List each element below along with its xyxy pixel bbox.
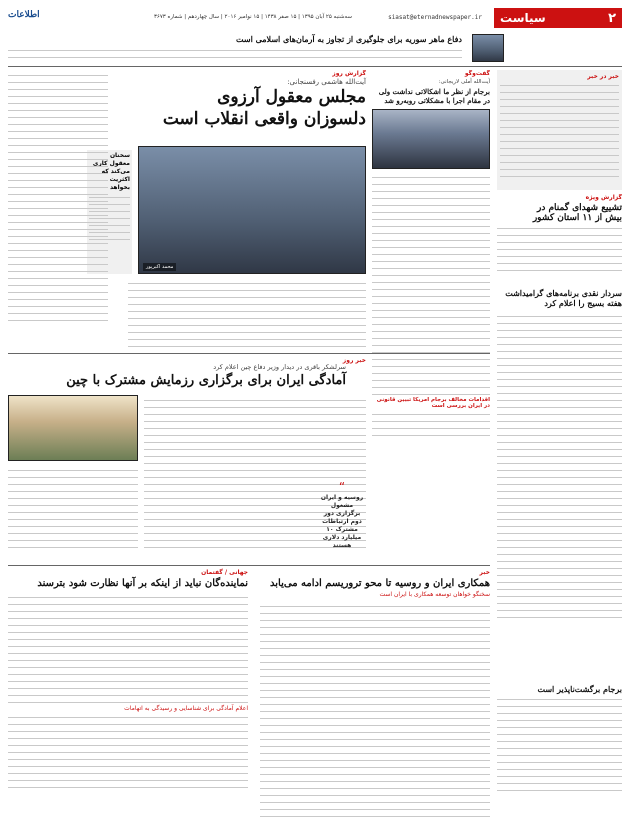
china-tag: خبر روز bbox=[342, 357, 366, 364]
story1-tag: گزارش ویژه bbox=[585, 194, 622, 201]
right-sidebar bbox=[497, 70, 622, 190]
russia-story-sub: سخنگو خواهان توسعه همکاری با ایران است bbox=[379, 591, 490, 598]
main-kicker: آیت‌الله هاشمی رفسنجانی: bbox=[287, 78, 366, 86]
main-headline-1: مجلس معقول آرزوی bbox=[217, 87, 366, 107]
feature-kicker: آیت‌الله آملی لاریجانی: bbox=[438, 79, 490, 85]
oversight-note: اعلام آمادگی برای شناسایی و رسیدگی به اتهامات bbox=[124, 705, 248, 712]
oversight-story bbox=[8, 569, 248, 812]
sidebar-story-1 bbox=[497, 194, 622, 284]
page-number: ۲ bbox=[608, 10, 616, 26]
top-story bbox=[8, 34, 622, 64]
china-story bbox=[8, 357, 366, 557]
china-body-left bbox=[8, 465, 138, 555]
story1-title-2: بیش از ۱۱ استان کشور bbox=[532, 213, 622, 223]
main-headline-block bbox=[128, 78, 366, 144]
main-headline-2: دلسوزان واقعی انقلاب است bbox=[162, 109, 366, 129]
russia-box bbox=[318, 480, 366, 558]
russia-story-tag: خبر bbox=[479, 569, 490, 576]
larijani-feature bbox=[372, 70, 490, 495]
oversight-headline: نماینده‌گان نباید از اینکه بر آنها نظارت شود بترسند bbox=[37, 578, 248, 589]
logo: اطلاعات bbox=[8, 10, 40, 20]
russia-story bbox=[260, 569, 490, 812]
feature-tag: گفت‌وگو bbox=[464, 70, 490, 77]
top-story-body bbox=[8, 45, 462, 59]
section-title: سیاست bbox=[500, 11, 546, 25]
bottom-divider bbox=[8, 565, 490, 566]
russia-icon: “ bbox=[338, 480, 346, 494]
china-headline: آمادگی ایران برای برگزاری رزمایش مشترک با چین bbox=[66, 373, 346, 388]
feature-note: اقدامات مخالف برجام امریکا تبیین قانونی در ایران بررسی است bbox=[376, 397, 490, 409]
quote-title: سخنان معقول کاری می‌کند که اکثریت بخواهد bbox=[92, 152, 130, 191]
section-banner bbox=[494, 8, 622, 28]
sidebar-story-2 bbox=[497, 288, 622, 680]
top-story-headline: دفاع ماهر سوریه برای جلوگیری از تجاوز به آرمان‌های اسلامی است bbox=[236, 34, 462, 44]
photo-caption: محمد اکبرپور bbox=[143, 263, 176, 271]
far-left-column bbox=[8, 70, 108, 350]
main-photo bbox=[138, 146, 366, 274]
russia-text: روسیه و ایران مشغول برگزاری دور دوم ارتباطات مشترک ۱۰ میلیارد دلاری هستند bbox=[320, 494, 364, 549]
oversight-tag: جهانی / گفتمان bbox=[201, 569, 248, 576]
date-line: سه‌شنبه ۲۵ آبان ۱۳۹۵ | ۱۵ صفر ۱۴۳۸ | ۱۵ نوامبر ۲۰۱۶ | سال چهاردهم | شماره ۳۶۷۳ bbox=[153, 14, 352, 20]
website: siasat@eternadnewspaper.ir bbox=[388, 14, 482, 21]
main-tag: گزارش روز bbox=[332, 70, 366, 77]
story1-title-1: تشییع شهدای گمنام در bbox=[537, 203, 622, 213]
sidebar-story-3 bbox=[497, 684, 622, 812]
china-photo bbox=[8, 395, 138, 461]
story2-title: سردار نقدی برنامه‌های گرامیداشت هفته بسیج را اعلام کرد bbox=[505, 288, 622, 308]
russia-story-headline: همکاری ایران و روسیه تا محو تروریسم ادامه می‌یابد bbox=[270, 578, 490, 589]
sidebar-tag: خبر در خبر bbox=[587, 73, 619, 80]
main-body bbox=[128, 278, 366, 348]
top-story-photo bbox=[472, 34, 504, 62]
masthead bbox=[8, 8, 622, 30]
story3-title: برجام برگشت‌ناپذیر است bbox=[537, 684, 622, 694]
mid-divider bbox=[8, 353, 490, 354]
top-divider bbox=[8, 66, 622, 67]
larijani-photo bbox=[372, 109, 490, 169]
china-kicker: سرلشکر باقری در دیدار وزیر دفاع چین اعلام کرد bbox=[213, 363, 346, 371]
feature-headline: برجام از نظر ما اشکالاتی نداشت ولی در مقام اجرا با مشکلاتی روبه‌رو شد bbox=[378, 87, 490, 105]
